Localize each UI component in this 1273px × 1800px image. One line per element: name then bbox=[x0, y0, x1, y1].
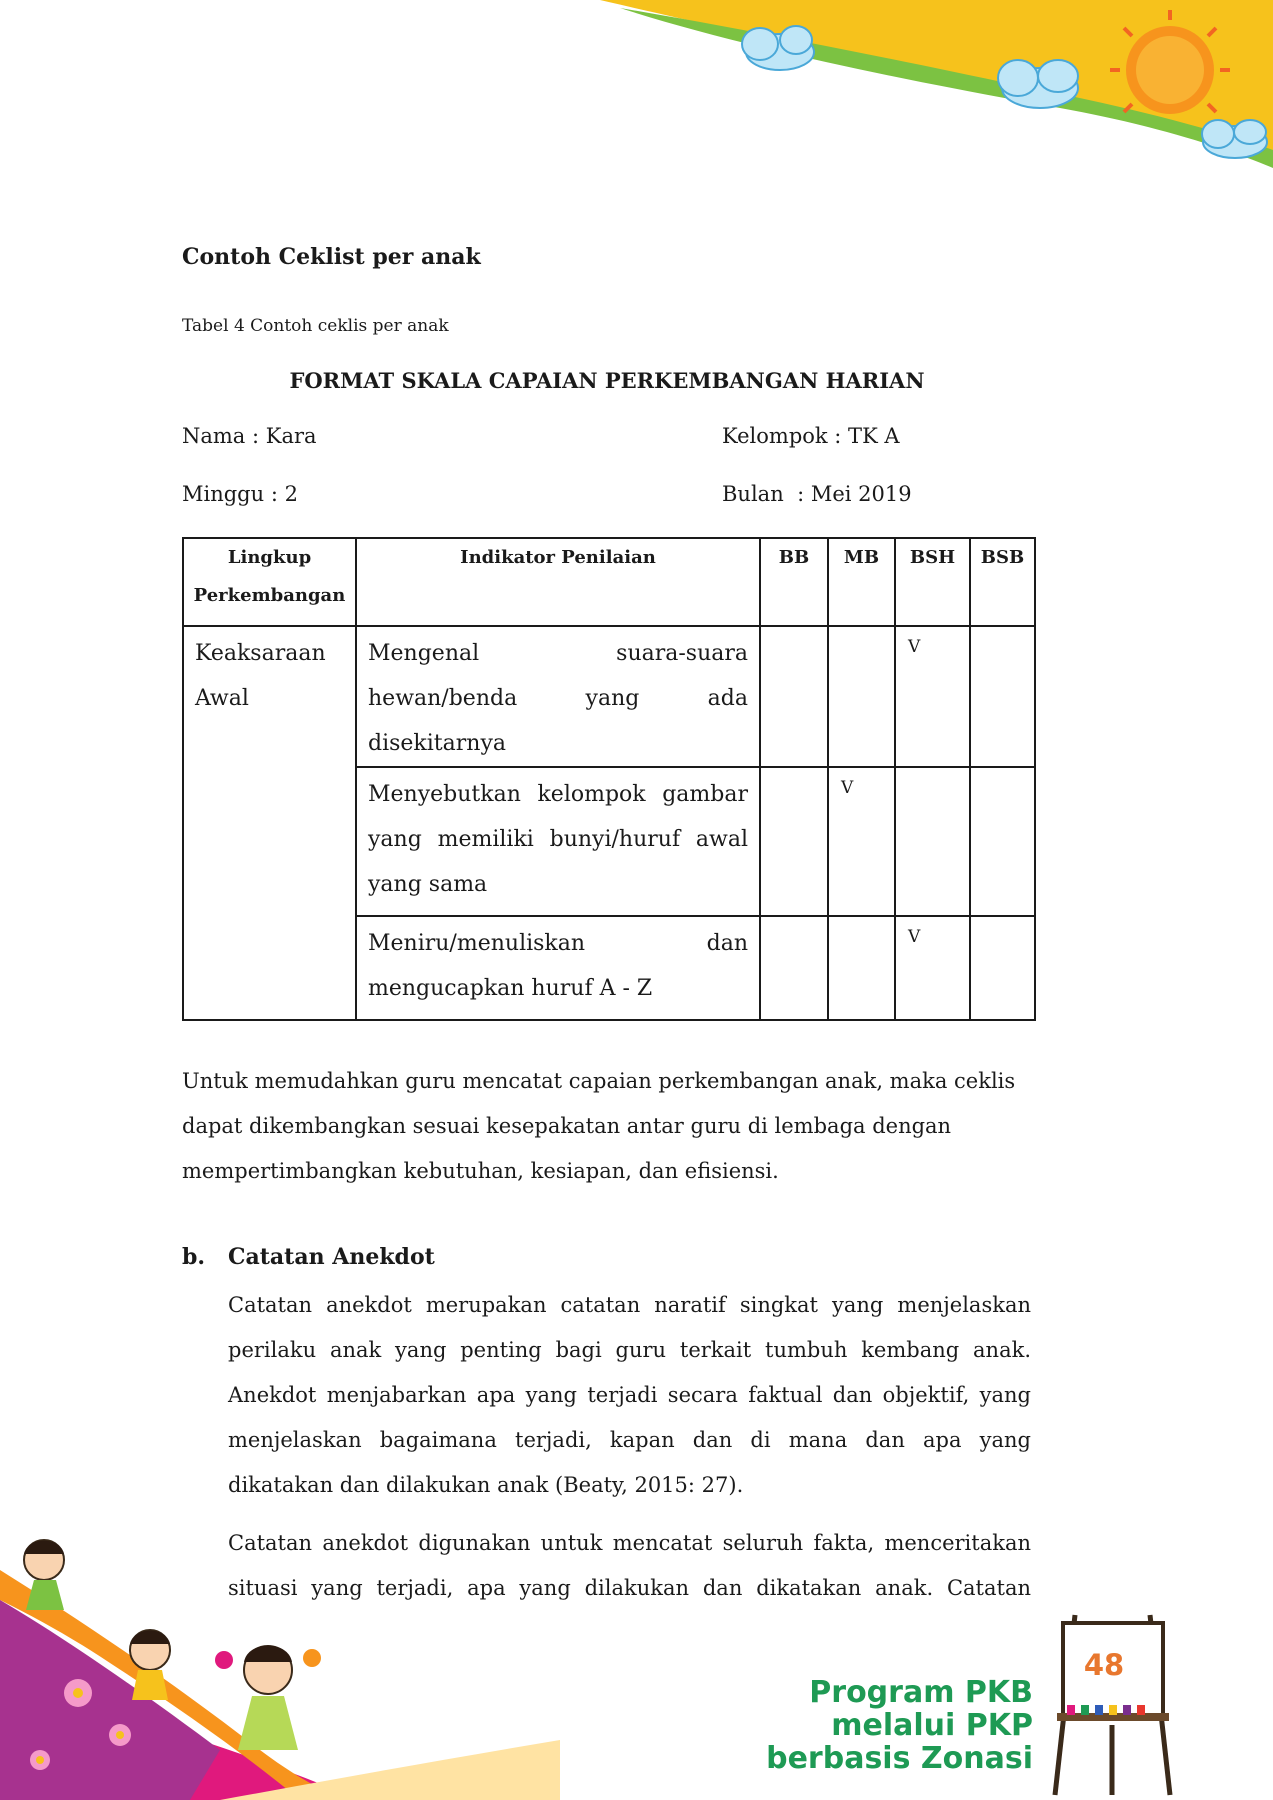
indikator-cell bbox=[356, 767, 760, 916]
paragraph-line: dapat dikembangkan sesuai kesepakatan antar guru di lembaga dengan bbox=[182, 1114, 952, 1138]
subsection-label: b. bbox=[182, 1244, 206, 1270]
meta-kelompok: Kelompok : TK A bbox=[722, 424, 900, 448]
table-header-row bbox=[183, 538, 1035, 626]
table-row bbox=[183, 626, 1035, 767]
subsection-heading bbox=[182, 1244, 435, 1270]
header-indikator: Indikator Penilaian bbox=[356, 538, 760, 626]
child-figure-icon bbox=[130, 1630, 170, 1700]
meta-nama: Nama : Kara bbox=[182, 424, 317, 448]
paragraph-line: Anekdot menjabarkan apa yang terjadi secara faktual dan objektif, yang bbox=[228, 1383, 1031, 1407]
header-bsb: BSB bbox=[970, 538, 1035, 626]
indikator-line: Mengenal suara-suara bbox=[368, 641, 748, 666]
paragraph-line: dikatakan dan dilakukan anak (Beaty, 2015: 27). bbox=[228, 1473, 744, 1497]
meta-bulan: Bulan : Mei 2019 bbox=[722, 482, 912, 506]
paragraph-anekdot-2 bbox=[228, 1521, 1031, 1611]
cell-bsb bbox=[970, 916, 1035, 1020]
brand-text bbox=[766, 1676, 1033, 1775]
cell-bb bbox=[760, 916, 828, 1020]
indikator-cell bbox=[356, 916, 760, 1020]
indikator-line: Meniru/menuliskan dan bbox=[368, 931, 748, 956]
child-figure-icon bbox=[24, 1540, 64, 1610]
lingkup-cell bbox=[183, 626, 356, 1020]
lingkup-line: Keaksaraan bbox=[195, 641, 326, 666]
header-bsh: BSH bbox=[895, 538, 970, 626]
form-title: FORMAT SKALA CAPAIAN PERKEMBANGAN HARIAN bbox=[289, 368, 925, 393]
meta-minggu: Minggu : 2 bbox=[182, 482, 298, 506]
cell-bb bbox=[760, 626, 828, 767]
easel-icon bbox=[1045, 1605, 1180, 1800]
paragraph-line: perilaku anak yang penting bagi guru terkait tumbuh kembang anak. bbox=[228, 1338, 1031, 1362]
checklist-table bbox=[182, 537, 1036, 1021]
brand-line: Program PKB bbox=[809, 1675, 1033, 1710]
lingkup-line: Awal bbox=[195, 686, 249, 711]
subsection-title: Catatan Anekdot bbox=[228, 1244, 435, 1270]
indikator-line: Menyebutkan kelompok gambar bbox=[368, 782, 748, 807]
indikator-line: hewan/benda yang ada bbox=[368, 686, 748, 711]
header-lingkup-line: Perkembangan bbox=[193, 585, 346, 606]
indikator-line: yang sama bbox=[368, 872, 488, 897]
cell-bb bbox=[760, 767, 828, 916]
cloud-icon bbox=[1202, 120, 1267, 158]
paragraph-line: menjelaskan bagaimana terjadi, kapan dan di mana dan apa yang bbox=[228, 1428, 1031, 1452]
table-caption: Tabel 4 Contoh ceklis per anak bbox=[182, 316, 449, 336]
header-lingkup-line: Lingkup bbox=[227, 547, 312, 568]
paragraph-anekdot-1 bbox=[228, 1283, 1031, 1508]
cell-bsh: V bbox=[895, 626, 970, 767]
paragraph-line: Untuk memudahkan guru mencatat capaian perkembangan anak, maka ceklis bbox=[182, 1069, 1016, 1093]
cell-mb bbox=[828, 916, 895, 1020]
cell-bsh bbox=[895, 767, 970, 916]
paragraph-line: situasi yang terjadi, apa yang dilakukan dan dikatakan anak. Catatan bbox=[228, 1576, 1031, 1600]
header-lingkup bbox=[183, 538, 356, 626]
sky-sun-decoration bbox=[600, 0, 1273, 175]
page-number: 48 bbox=[1083, 1648, 1125, 1682]
cell-mb: V bbox=[828, 767, 895, 916]
paragraph-ceklis bbox=[182, 1059, 1042, 1194]
cell-bsb bbox=[970, 626, 1035, 767]
indikator-line: yang memiliki bunyi/huruf awal bbox=[368, 827, 748, 852]
paragraph-line: Catatan anekdot merupakan catatan naratif singkat yang menjelaskan bbox=[228, 1293, 1031, 1317]
cell-bsh: V bbox=[895, 916, 970, 1020]
cell-bsb bbox=[970, 767, 1035, 916]
paragraph-line: mempertimbangkan kebutuhan, kesiapan, dan efisiensi. bbox=[182, 1159, 779, 1183]
header-mb: MB bbox=[828, 538, 895, 626]
cloud-icon bbox=[998, 60, 1078, 108]
section-title: Contoh Ceklist per anak bbox=[182, 244, 481, 270]
paragraph-line: Catatan anekdot digunakan untuk mencatat seluruh fakta, menceritakan bbox=[228, 1531, 1031, 1555]
brand-line: berbasis Zonasi bbox=[766, 1741, 1033, 1776]
indikator-line: disekitarnya bbox=[368, 731, 506, 756]
header-bb: BB bbox=[760, 538, 828, 626]
indikator-line: mengucapkan huruf A - Z bbox=[368, 976, 653, 1001]
brand-line: melalui PKP bbox=[831, 1708, 1033, 1743]
indikator-cell bbox=[356, 626, 760, 767]
cell-mb bbox=[828, 626, 895, 767]
